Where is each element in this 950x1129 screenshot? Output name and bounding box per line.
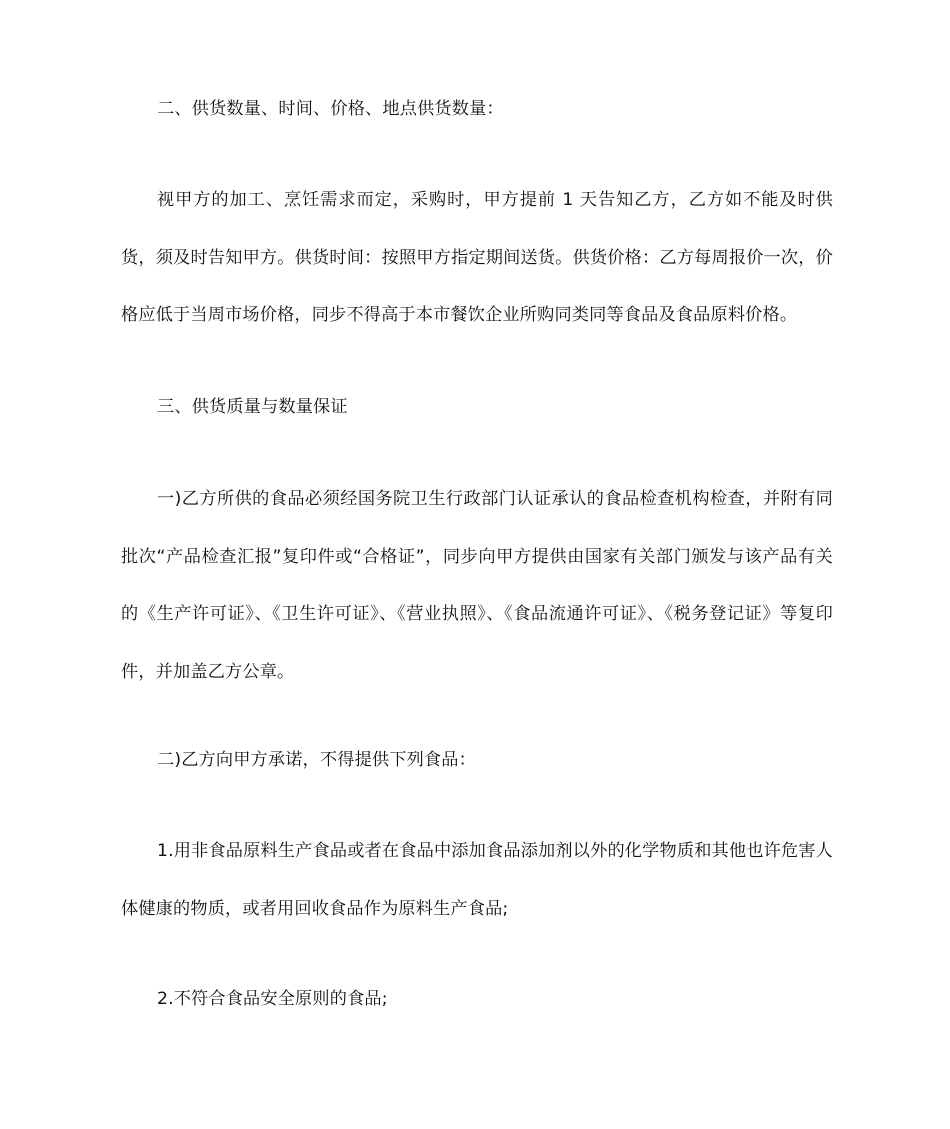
paragraph-supplier-commitment: 二)乙方向甲方承诺，不得提供下列食品： [157,750,476,770]
paragraph-inspection-requirements: 一)乙方所供的食品必须经国务院卫生行政部门认证承认的食品检查机构检查，并附有同批次“产品检查汇报”复印件或“合格证”，同步向甲方提供由国家有关部门颁发与该产品有关的《生产许可证》、《卫生许可证》、《营业执照》、《食品流通许可证》、《税务登记证》等复印件，并加盖乙方公章。 [121,489,833,682]
paragraph-supply-terms: 视甲方的加工、烹饪需求而定，采购时，甲方提前 1 天告知乙方，乙方如不能及时供货，须及时告知甲方。供货时间：按照甲方指定期间送货。供货价格：乙方每周报价一次，价格应低于当周市场价格，同步不得高于本市餐饮企业所购同类同等食品及食品原料价格。 [121,190,833,325]
list-item-1: 1.用非食品原料生产食品或者在食品中添加食品添加剂以外的化学物质和其他也许危害人体健康的物质，或者用回收食品作为原料生产食品; [121,841,833,919]
section-heading-quality-guarantee: 三、供货质量与数量保证 [157,397,348,417]
section-heading-supply-quantity: 二、供货数量、时间、价格、地点供货数量： [157,99,504,119]
list-item-2: 2.不符合食品安全原则的食品; [157,989,388,1009]
